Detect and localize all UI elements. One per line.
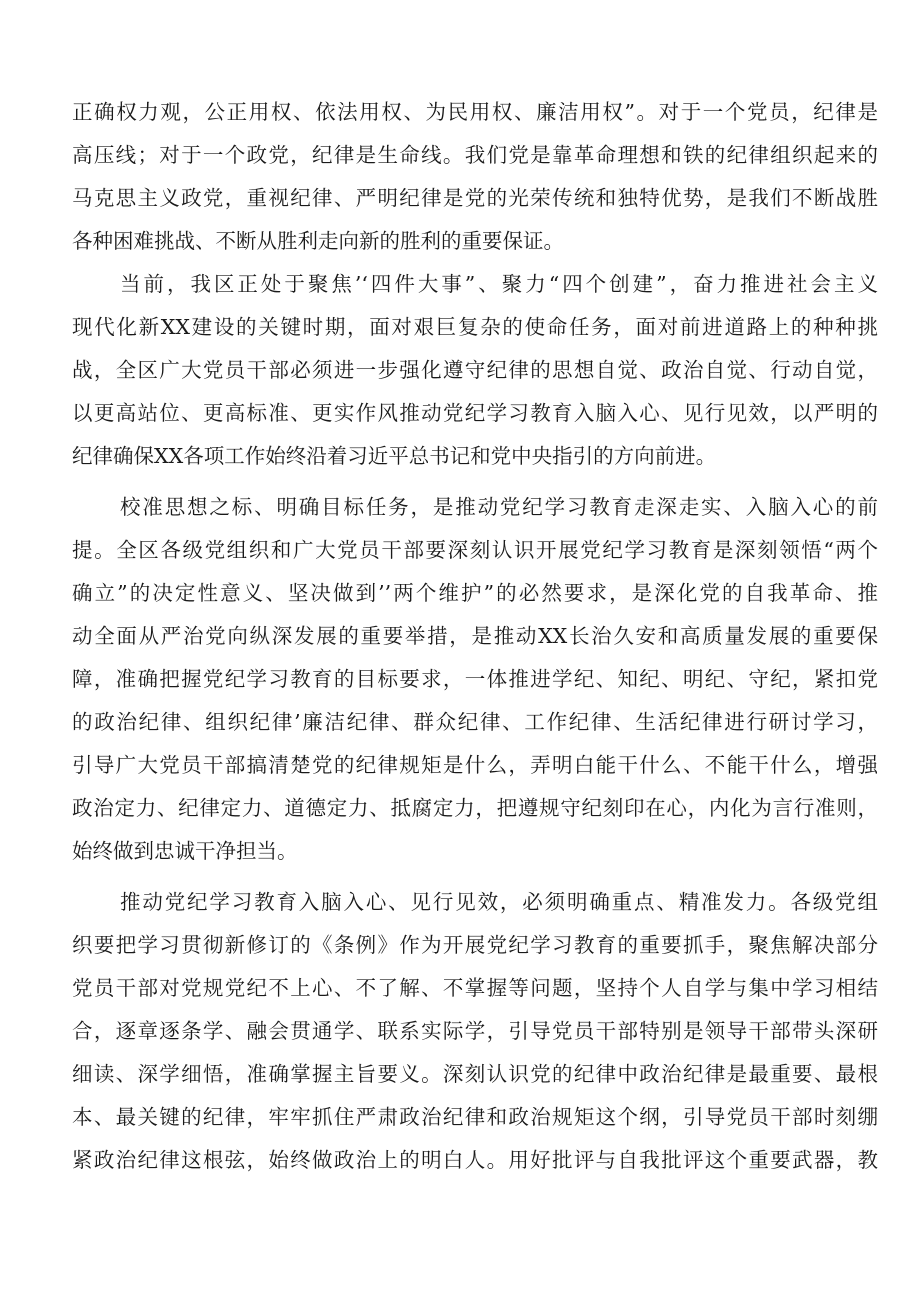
- text-line: 马克思主义政党，重视纪律、严明纪律是党的光荣传统和独特优势，是我们不断战胜: [72, 186, 878, 210]
- text-line: 织要把学习贯彻新修订的《条例》作为开展党纪学习教育的重要抓手，聚焦解决部分: [72, 933, 878, 957]
- text-line: 党员干部对党规党纪不上心、不了解、不掌握等问题，坚持个人自学与集中学习相结: [72, 976, 878, 1000]
- text-line: 紧政治纪律这根弦，始终做政治上的明白人。用好批评与自我批评这个重要武器，教: [72, 1148, 878, 1172]
- text-line: 高压线；对于一个政党，纪律是生命线。我们党是靠革命理想和铁的纪律组织起来的: [72, 143, 878, 167]
- text-line: 当前，我区正处于聚焦’‘四件大事”、聚力“四个创建”，奋力推进社会主义: [120, 272, 878, 296]
- text-line: 各种困难挑战、不断从胜利走向新的胜利的重要保证。: [72, 229, 564, 253]
- text-line: 障，准确把握党纪学习教育的目标要求，一体推进学纪、知纪、明纪、守纪，紧扣党: [72, 667, 878, 691]
- text-line: 政治定力、纪律定力、道德定力、抵腐定力，把遵规守纪刻印在心，内化为言行准则，: [72, 796, 878, 820]
- text-line: 始终做到忠诚干净担当。: [72, 839, 298, 863]
- text-line: 动全面从严治党向纵深发展的重要举措，是推动XX长治久安和高质量发展的重要保: [72, 624, 878, 648]
- text-line: 本、最关键的纪律，牢牢抓住严肃政治纪律和政治规矩这个纲，引导党员干部时刻绷: [72, 1105, 878, 1129]
- text-line: 提。全区各级党组织和广大党员干部要深刻认识开展党纪学习教育是深刻领悟“两个: [72, 538, 878, 562]
- text-line: 正确权力观，公正用权、依法用权、为民用权、廉洁用权”。对于一个党员，纪律是: [72, 100, 878, 124]
- text-line: 的政治纪律、组织纪律’廉洁纪律、群众纪律、工作纪律、生活纪律进行研讨学习，: [72, 710, 878, 734]
- text-line: 纪律确保XX各项工作始终沿着习近平总书记和党中央指引的方向前进。: [72, 444, 717, 468]
- text-line: 校准思想之标、明确目标任务，是推动党纪学习教育走深走实、入脑入心的前: [120, 495, 878, 519]
- text-line: 现代化新XX建设的关键时期，面对艰巨复杂的使命任务，面对前进道路上的种种挑: [72, 315, 878, 339]
- text-line: 引导广大党员干部搞清楚党的纪律规矩是什么，弄明白能干什么、不能干什么，增强: [72, 753, 878, 777]
- text-line: 合，逐章逐条学、融会贯通学、联系实际学，引导党员干部特别是领导干部带头深研: [72, 1019, 878, 1043]
- text-line: 细读、深学细悟，准确掌握主旨要义。深刻认识党的纪律中政治纪律是最重要、最根: [72, 1062, 878, 1086]
- text-line: 战，全区广大党员干部必须进一步强化遵守纪律的思想自觉、政治自觉、行动自觉，: [72, 358, 878, 382]
- text-line: 推动党纪学习教育入脑入心、见行见效，必须明确重点、精准发力。各级党组: [120, 890, 878, 914]
- text-line: 以更高站位、更高标准、更实作风推动党纪学习教育入脑入心、见行见效，以严明的: [72, 401, 878, 425]
- text-line: 确立”的决定性意义、坚决做到’’两个维护”的必然要求，是深化党的自我革命、推: [72, 581, 878, 605]
